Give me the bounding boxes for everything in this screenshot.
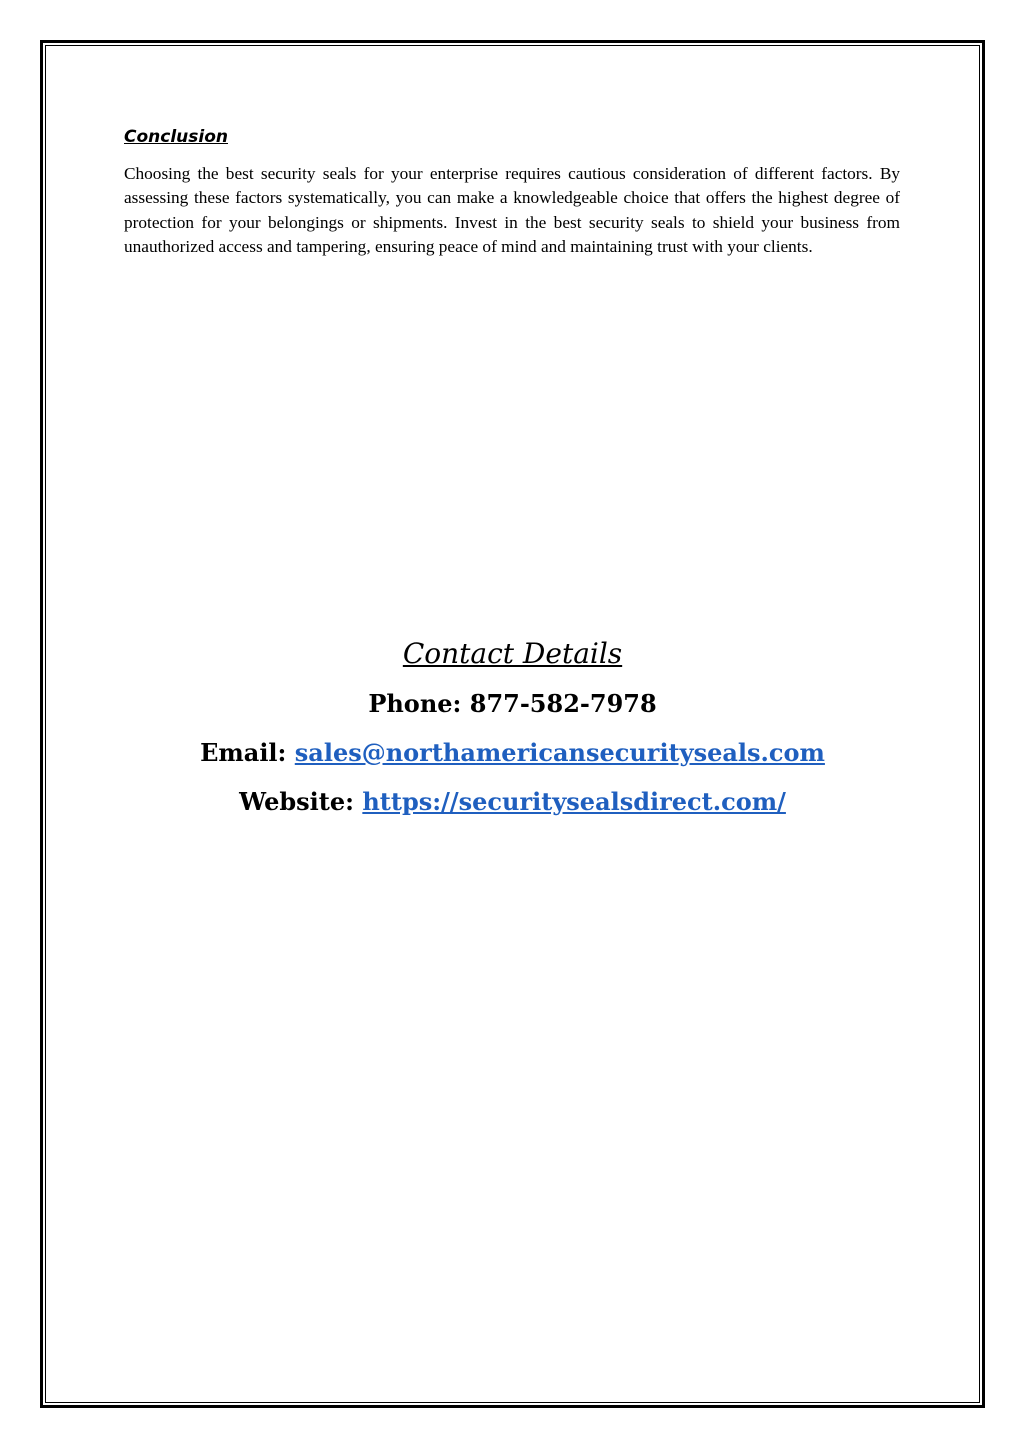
phone-value: 877-582-7978	[469, 689, 657, 718]
conclusion-paragraph: Choosing the best security seals for your enterprise requires cautious consideration of different factors. By assessing these factors systematically, you can make a knowledgeable choice that offers the highest degree of protection for your belongings or shipments. Invest in the best security seals to shield your business from unauthorized access and tampering, ensuring peace of mind and maintaining trust with your clients.	[124, 164, 900, 257]
contact-section	[45, 632, 980, 829]
conclusion-heading: Conclusion	[124, 127, 228, 147]
website-label: Website:	[239, 787, 363, 816]
conclusion-section	[124, 124, 900, 260]
phone-line	[45, 682, 980, 726]
website-link[interactable]: https://securitysealsdirect.com/	[362, 787, 786, 816]
email-label: Email:	[200, 738, 295, 767]
phone-label: Phone:	[368, 689, 470, 718]
email-line	[45, 731, 980, 775]
website-line	[45, 780, 980, 824]
contact-title: Contact Details	[402, 637, 623, 670]
email-link[interactable]: sales@northamericansecurityseals.com	[294, 738, 825, 767]
